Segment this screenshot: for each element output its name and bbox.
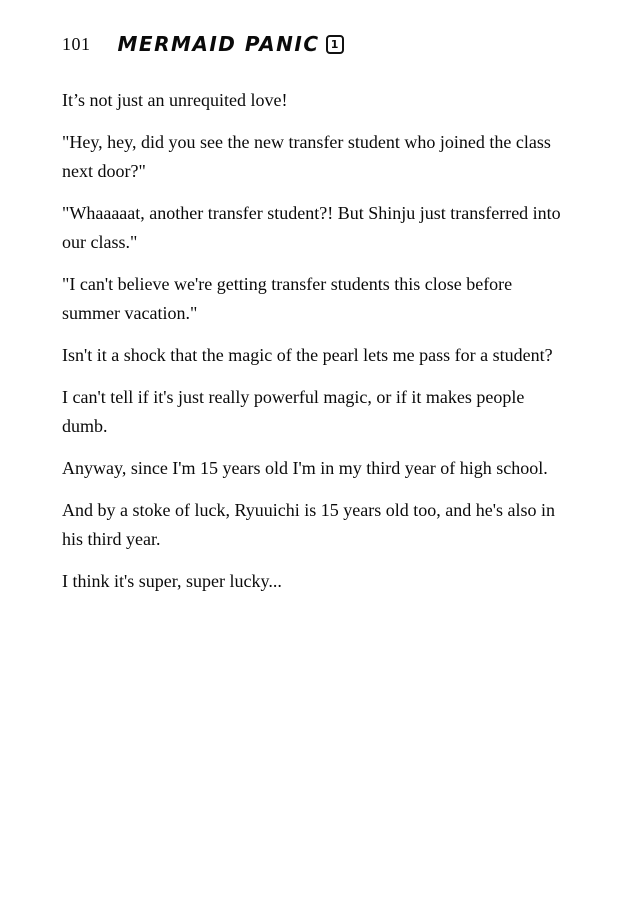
paragraph: It’s not just an unrequited love!: [62, 90, 288, 110]
page-header: [0, 0, 626, 55]
volume-number-badge: 1: [326, 35, 344, 54]
paragraph: And by a stoke of luck, Ryuuichi is 15 years old too, and he's also in his third year.: [62, 500, 555, 549]
book-title-text: MERMAID PANIC: [117, 32, 320, 56]
paragraph: "Whaaaaat, another transfer student?! But Shinju just transferred into our class.": [62, 203, 561, 252]
paragraph: I think it's super, super lucky...: [62, 571, 282, 591]
paragraph: I can't tell if it's just really powerful magic, or if it makes people dumb.: [62, 387, 525, 436]
page-body-text: [0, 55, 626, 596]
paragraph: "Hey, hey, did you see the new transfer student who joined the class next door?": [62, 132, 551, 181]
page-number: 101: [62, 34, 91, 54]
paragraph: Isn't it a shock that the magic of the pearl lets me pass for a student?: [62, 345, 553, 365]
paragraph: Anyway, since I'm 15 years old I'm in my third year of high school.: [62, 458, 548, 478]
book-title: [118, 33, 344, 55]
paragraph: "I can't believe we're getting transfer students this close before summer vacation.": [62, 274, 513, 323]
